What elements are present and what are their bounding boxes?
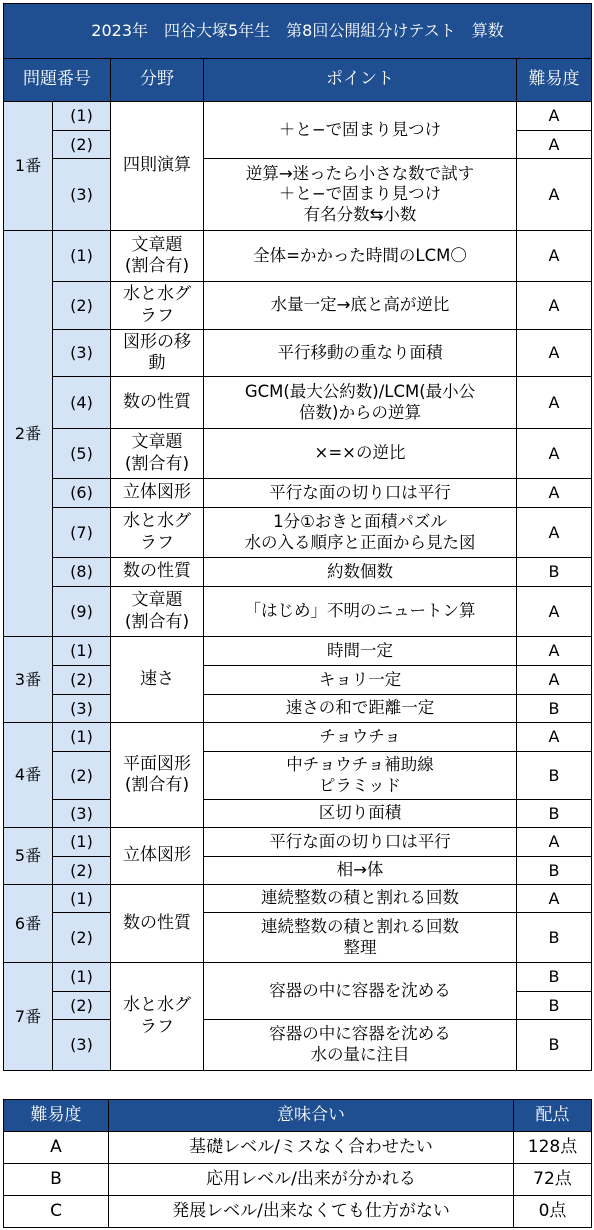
difficulty-cell: A xyxy=(517,508,592,558)
field-cell: 四則演算 xyxy=(111,102,204,231)
point-cell: 容器の中に容器を沈める 水の量に注目 xyxy=(204,1020,517,1071)
question-group-label: 7番 xyxy=(4,963,53,1071)
field-cell: 水と水グ ラフ xyxy=(111,282,204,330)
table-row xyxy=(4,102,592,131)
difficulty-cell: A xyxy=(517,587,592,637)
field-cell: 数の性質 xyxy=(111,885,204,963)
difficulty-cell: A xyxy=(517,330,592,377)
legend-header-difficulty: 難易度 xyxy=(4,1100,109,1132)
point-cell: チョウチョ xyxy=(204,723,517,752)
point-cell: キョリ一定 xyxy=(204,666,517,695)
point-cell: 中チョウチョ補助線 ピラミッド xyxy=(204,752,517,800)
difficulty-cell: B xyxy=(517,992,592,1020)
difficulty-cell: A xyxy=(517,377,592,429)
sub-question-number: (3) xyxy=(53,695,111,723)
header-difficulty: 難易度 xyxy=(517,59,592,102)
field-cell: 速さ xyxy=(111,637,204,723)
difficulty-cell: B xyxy=(517,963,592,992)
legend-level: B xyxy=(4,1164,109,1196)
table-row xyxy=(4,330,592,377)
field-cell: 文章題 (割合有) xyxy=(111,587,204,637)
header-point: ポイント xyxy=(204,59,517,102)
table-row xyxy=(4,723,592,752)
point-cell: 連続整数の積と割れる回数 整理 xyxy=(204,913,517,963)
question-group-label: 1番 xyxy=(4,102,53,231)
difficulty-cell: B xyxy=(517,913,592,963)
question-group-label: 5番 xyxy=(4,828,53,885)
sub-question-number: (1) xyxy=(53,723,111,752)
legend-level: C xyxy=(4,1196,109,1228)
point-cell: 容器の中に容器を沈める xyxy=(204,963,517,1020)
difficulty-cell: A xyxy=(517,637,592,666)
sub-question-number: (9) xyxy=(53,587,111,637)
exam-analysis-table xyxy=(3,3,592,1071)
table-row xyxy=(4,885,592,913)
sub-question-number: (1) xyxy=(53,637,111,666)
field-cell: 立体図形 xyxy=(111,479,204,508)
legend-row xyxy=(4,1164,592,1196)
point-cell: 時間一定 xyxy=(204,637,517,666)
legend-header-score: 配点 xyxy=(514,1100,592,1132)
difficulty-cell: A xyxy=(517,131,592,159)
difficulty-cell: A xyxy=(517,723,592,752)
difficulty-cell: A xyxy=(517,479,592,508)
legend-level: A xyxy=(4,1132,109,1164)
table-row xyxy=(4,857,592,885)
field-cell: 立体図形 xyxy=(111,828,204,885)
field-cell: 文章題 (割合有) xyxy=(111,231,204,282)
difficulty-cell: A xyxy=(517,828,592,857)
difficulty-cell: A xyxy=(517,429,592,479)
sub-question-number: (3) xyxy=(53,330,111,377)
table-row xyxy=(4,429,592,479)
sub-question-number: (6) xyxy=(53,479,111,508)
point-cell: GCM(最大公約数)/LCM(最小公 倍数)からの逆算 xyxy=(204,377,517,429)
difficulty-cell: B xyxy=(517,752,592,800)
table-row xyxy=(4,800,592,828)
table-row xyxy=(4,666,592,695)
field-cell: 図形の移 動 xyxy=(111,330,204,377)
point-cell: ×=×の逆比 xyxy=(204,429,517,479)
sub-question-number: (2) xyxy=(53,913,111,963)
field-cell: 文章題 (割合有) xyxy=(111,429,204,479)
sub-question-number: (1) xyxy=(53,885,111,913)
sub-question-number: (8) xyxy=(53,558,111,587)
sub-question-number: (1) xyxy=(53,828,111,857)
field-cell: 数の性質 xyxy=(111,558,204,587)
legend-score: 72点 xyxy=(514,1164,592,1196)
question-group-label: 4番 xyxy=(4,723,53,828)
point-cell: 約数個数 xyxy=(204,558,517,587)
sub-question-number: (3) xyxy=(53,1020,111,1071)
point-cell: 逆算→迷ったら小さな数で試す ＋と−で固まり見つけ 有名分数⇆小数 xyxy=(204,159,517,231)
field-cell: 数の性質 xyxy=(111,377,204,429)
sub-question-number: (3) xyxy=(53,159,111,231)
sub-question-number: (4) xyxy=(53,377,111,429)
table-row xyxy=(4,752,592,800)
legend-score: 128点 xyxy=(514,1132,592,1164)
table-row xyxy=(4,508,592,558)
difficulty-cell: B xyxy=(517,857,592,885)
legend-meaning: 応用レベル/出来が分かれる xyxy=(109,1164,514,1196)
legend-row xyxy=(4,1132,592,1164)
point-cell: 1分①おきと面積パズル 水の入る順序と正面から見た図 xyxy=(204,508,517,558)
question-group-label: 6番 xyxy=(4,885,53,963)
field-cell: 平面図形 (割合有) xyxy=(111,723,204,828)
table-row xyxy=(4,913,592,963)
difficulty-cell: A xyxy=(517,102,592,131)
table-row xyxy=(4,282,592,330)
table-row xyxy=(4,695,592,723)
sub-question-number: (7) xyxy=(53,508,111,558)
legend-row xyxy=(4,1196,592,1228)
difficulty-cell: A xyxy=(517,282,592,330)
table-row xyxy=(4,587,592,637)
sub-question-number: (2) xyxy=(53,752,111,800)
question-group-label: 3番 xyxy=(4,637,53,723)
point-cell: ＋と−で固まり見つけ xyxy=(204,102,517,159)
point-cell: 「はじめ」不明のニュートン算 xyxy=(204,587,517,637)
point-cell: 平行移動の重なり面積 xyxy=(204,330,517,377)
table-row xyxy=(4,1020,592,1071)
difficulty-cell: B xyxy=(517,1020,592,1071)
sub-question-number: (5) xyxy=(53,429,111,479)
legend-header-meaning: 意味合い xyxy=(109,1100,514,1132)
sub-question-number: (3) xyxy=(53,800,111,828)
sub-question-number: (1) xyxy=(53,963,111,992)
point-cell: 連続整数の積と割れる回数 xyxy=(204,885,517,913)
sub-question-number: (1) xyxy=(53,102,111,131)
point-cell: 平行な面の切り口は平行 xyxy=(204,479,517,508)
table-row xyxy=(4,231,592,282)
question-group-label: 2番 xyxy=(4,231,53,637)
point-cell: 相→体 xyxy=(204,857,517,885)
field-cell: 水と水グ ラフ xyxy=(111,508,204,558)
legend-meaning: 発展レベル/出来なくても仕方がない xyxy=(109,1196,514,1228)
table-row xyxy=(4,558,592,587)
table-row xyxy=(4,479,592,508)
sub-question-number: (2) xyxy=(53,992,111,1020)
difficulty-cell: A xyxy=(517,159,592,231)
point-cell: 区切り面積 xyxy=(204,800,517,828)
field-cell: 水と水グ ラフ xyxy=(111,963,204,1071)
header-field: 分野 xyxy=(111,59,204,102)
table-title: 2023年 四谷大塚5年生 第8回公開組分けテスト 算数 xyxy=(4,4,592,59)
difficulty-cell: B xyxy=(517,558,592,587)
difficulty-legend-table xyxy=(3,1099,592,1228)
table-row xyxy=(4,377,592,429)
table-row xyxy=(4,637,592,666)
table-row xyxy=(4,828,592,857)
legend-meaning: 基礎レベル/ミスなく合わせたい xyxy=(109,1132,514,1164)
table-row xyxy=(4,159,592,231)
difficulty-cell: B xyxy=(517,695,592,723)
difficulty-cell: A xyxy=(517,666,592,695)
sub-question-number: (2) xyxy=(53,857,111,885)
difficulty-cell: A xyxy=(517,231,592,282)
header-question-number: 問題番号 xyxy=(4,59,111,102)
point-cell: 全体=かかった時間のLCM〇 xyxy=(204,231,517,282)
table-row xyxy=(4,963,592,992)
difficulty-cell: B xyxy=(517,800,592,828)
sub-question-number: (2) xyxy=(53,666,111,695)
legend-score: 0点 xyxy=(514,1196,592,1228)
difficulty-cell: A xyxy=(517,885,592,913)
sub-question-number: (2) xyxy=(53,282,111,330)
point-cell: 平行な面の切り口は平行 xyxy=(204,828,517,857)
sub-question-number: (2) xyxy=(53,131,111,159)
sub-question-number: (1) xyxy=(53,231,111,282)
point-cell: 水量一定→底と高が逆比 xyxy=(204,282,517,330)
point-cell: 速さの和で距離一定 xyxy=(204,695,517,723)
